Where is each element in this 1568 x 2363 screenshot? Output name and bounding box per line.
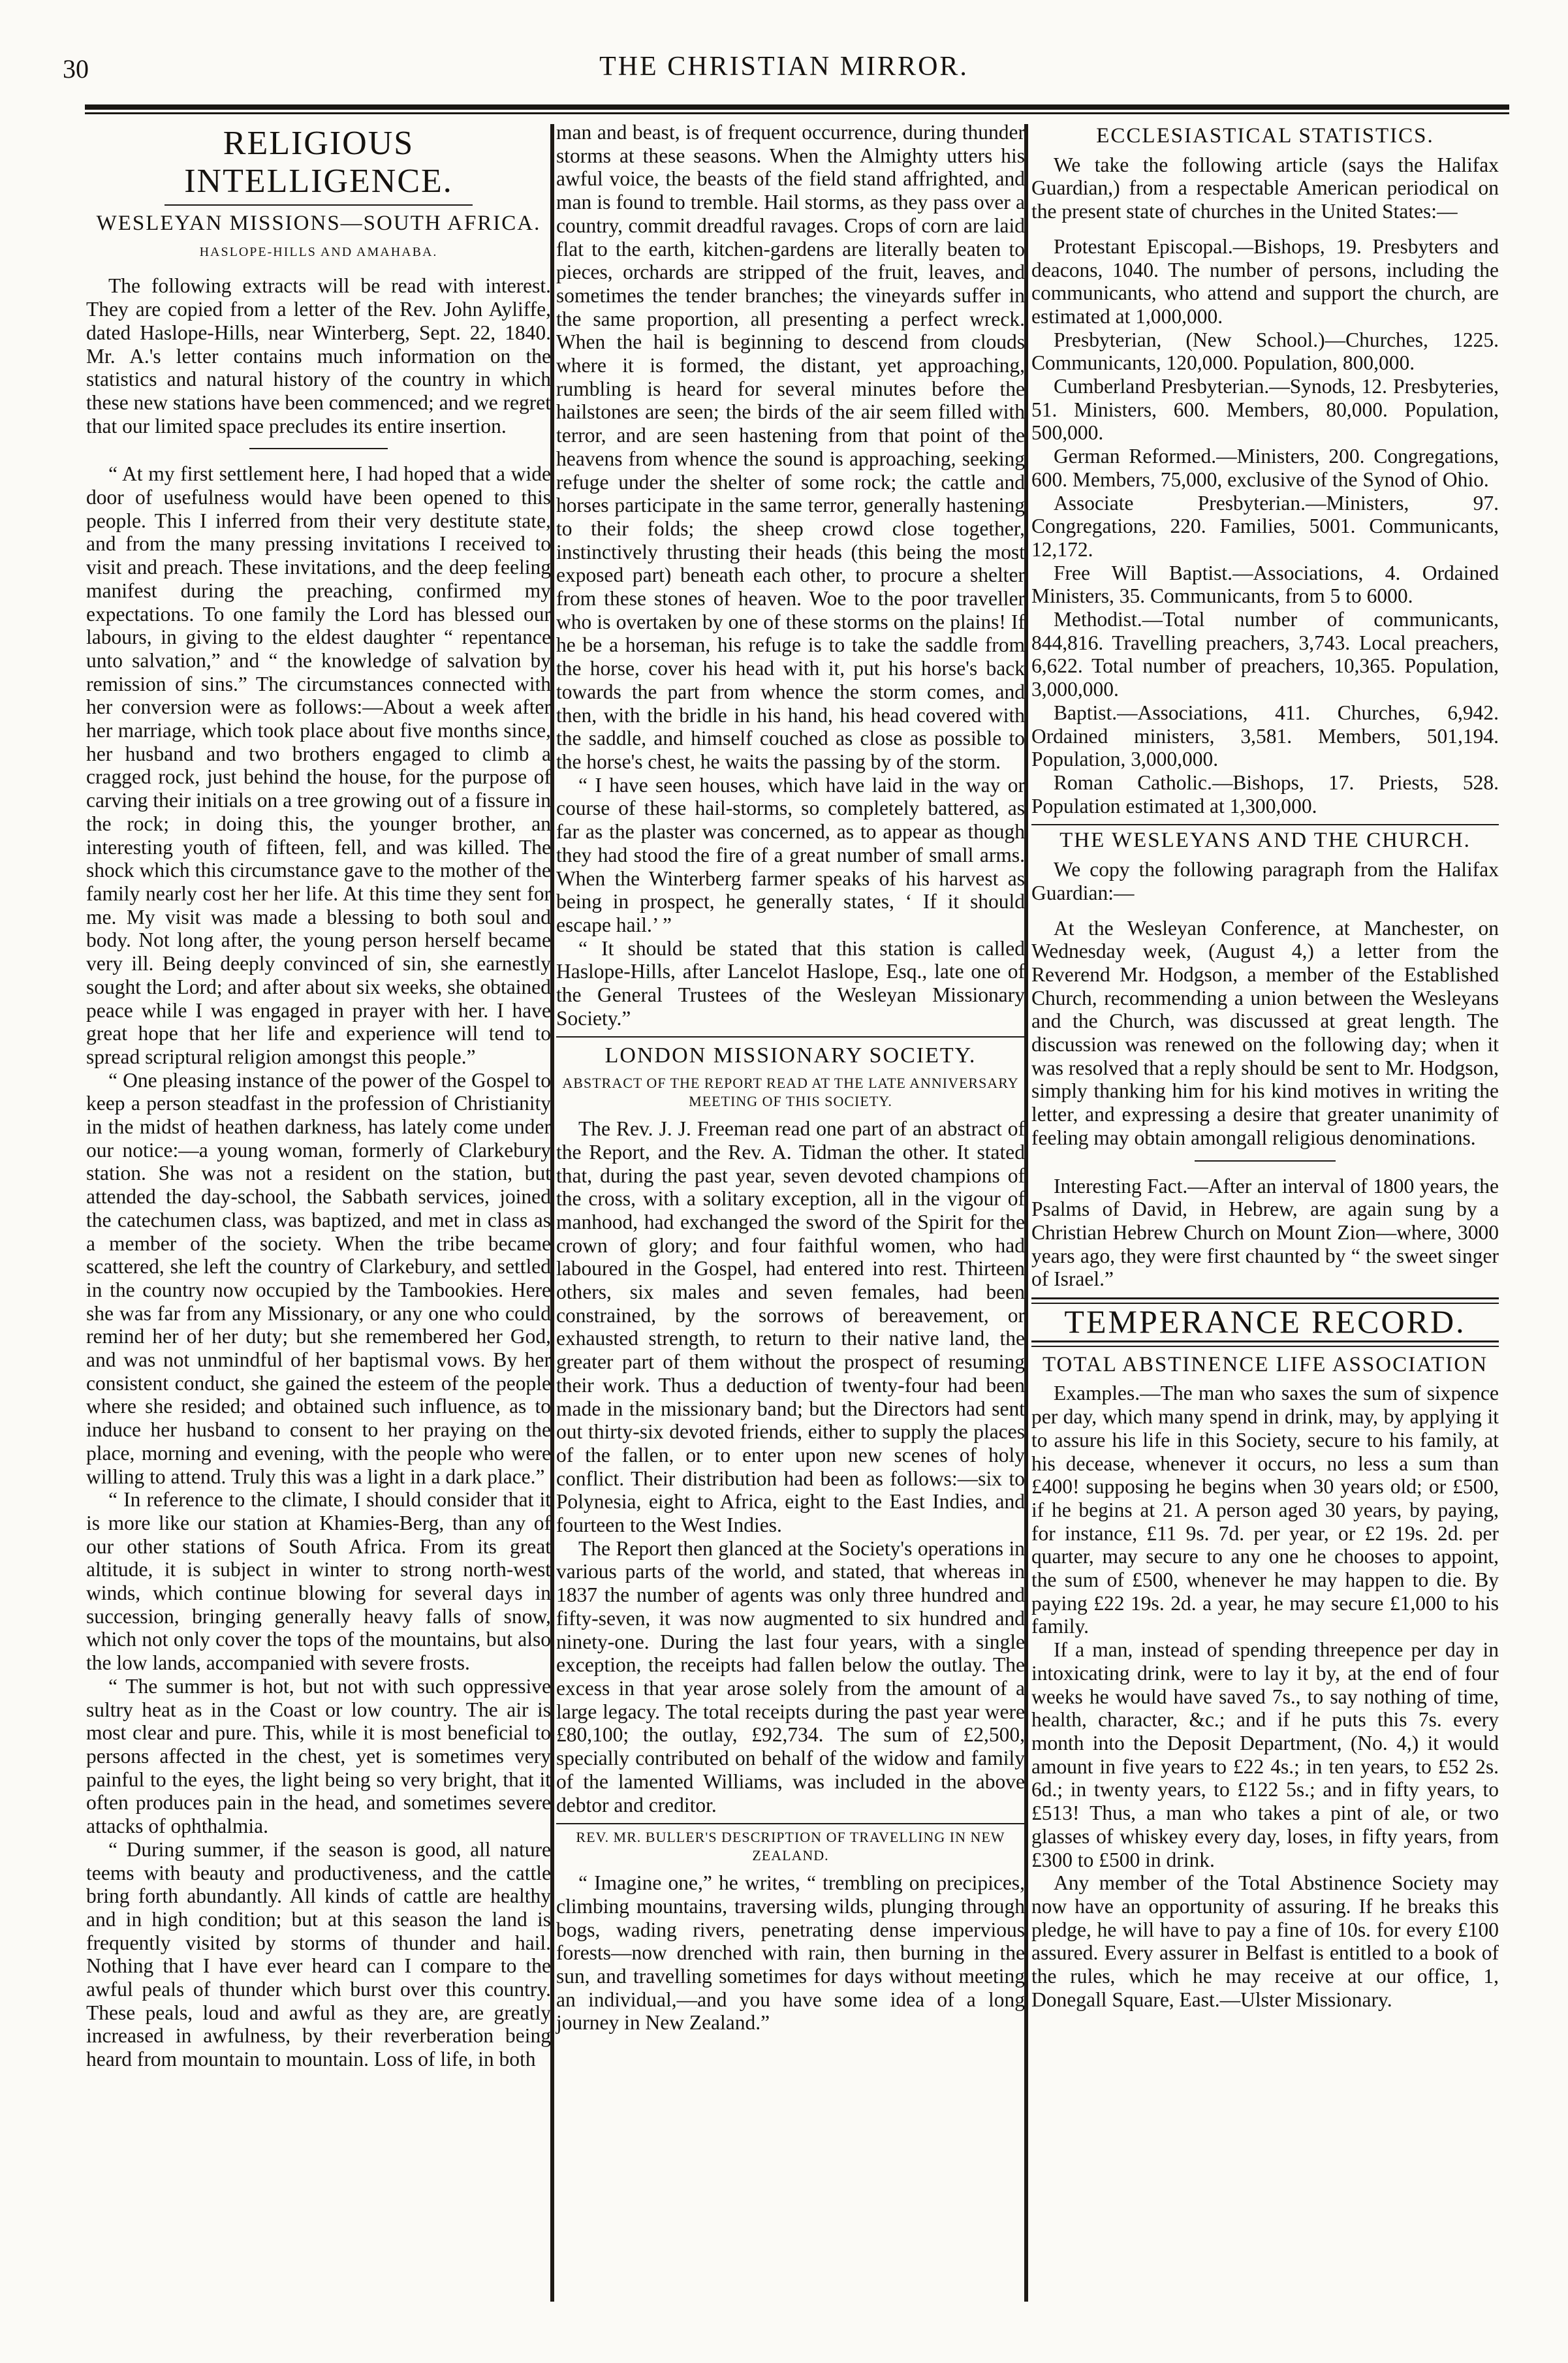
paragraph: Interesting Fact.—After an interval of 1800 years, the Psalms of David, in Hebrew, are again sung by a Christian Hebrew Church on Mount Zion—where, 3000 years ago, they were first chaunted by “ the sweet singer of Israel.” <box>1031 1174 1499 1291</box>
divider <box>1195 1160 1336 1162</box>
divider <box>1031 824 1499 825</box>
paragraph: We copy the following paragraph from the Halifax Guardian:— <box>1031 858 1499 904</box>
paragraph: “ One pleasing instance of the power of the Gospel to keep a person steadfast in the profession of Christianity in the midst of heathen darkness, has lately come under our notice:—a young woman, formerly of Clarkebury station. She was not a resident on the station, but attended the day-school, the Sabbath services, joined the catechumen class, was baptized, and met in class as a member of the society. When the tribe became scattered, she left the country of Clarkebury, and settled in the country now occupied by the Tambookies. Here she was far from any Missionary, or any one who could remind her of her duty; but she remembered her God, and was not unmindful of her baptismal vows. By her consistent conduct, she gained the esteem of the people where she resided; and obtained such influence, as to induce her husband to consent to her praying on the place, morning and evening, with the people who were willing to attend. Truly this was a light in a dark place.” <box>86 1068 551 1488</box>
article-heading: REV. MR. BULLER'S DESCRIPTION OF TRAVELLING IN NEW ZEALAND. <box>576 1829 1005 1864</box>
page-number: 30 <box>63 54 89 84</box>
paragraph: “ I have seen houses, which have laid in the way or course of these hail-storms, so completely battered, as far as the plaster was concerned, as to appear as though they had stood the fire of a great number of small arms. When the Winterberg farmer speaks of his harvest as being in prospect, he generally states, ‘ If it should escape hail.’ ” <box>556 773 1025 936</box>
paragraph: man and beast, is of frequent occurrence, during thunder storms at these seasons. When the Almighty utters his awful voice, the beasts of the field stand affrighted, and man is found to tremble. Hail storms, as they pass over a country, commit dreadful ravages. Crops of corn are laid flat to the earth, kitchen-gardens are literally beaten to pieces, orchards are stripped of the fruit, leaves, and sometimes the tender branches; the vineyards suffer in the same proportion, all presenting a perfect wreck. When the hail is beginning to descend from clouds where it is formed, the distant, yet approaching, rumbling is heard for several minutes before the hailstones are seen; the birds of the air seem filled with terror, and are seen hastening from that point of the heavens from whence the sound is approaching, seeking refuge under the shelter of some rock; the cattle and horses participate in the same terror, generally hastening to their folds; the sheep crowd close together, instinctively thrusting their heads (this being the most exposed part) beneath each other, to procure a shelter from these stones of heaven. Woe to the poor traveller who is overtaken by one of these storms on the plains! If he be a horseman, his refuge is to take the saddle from the horse, cover his head with it, put his horse's back towards the part from whence the storm comes, and then, with the bridle in his hand, his head covered with the saddle, and himself couched as close as possible to the horse's chest, he waits the passing by of the storm. <box>556 121 1025 773</box>
divider <box>556 1823 1025 1824</box>
section-heading: RELIGIOUS INTELLIGENCE. <box>184 125 453 200</box>
divider <box>249 448 388 449</box>
paragraph: “ Imagine one,” he writes, “ trembling on precipices, climbing mountains, traversing wilds, plunging through bogs, wading rivers, penetrating dense impervious forests—now drenched with rain, then burning in the sun, and travelling sometimes for days without meeting an individual,—and you have some idea of a long journey in New Zealand.” <box>556 1871 1025 2035</box>
stat-entry: Associate Presbyterian.—Ministers, 97. Congregations, 220. Families, 5001. Communicants, 12,172. <box>1031 491 1499 561</box>
paragraph: If a man, instead of spending threepence per day in intoxicating drink, were to lay it by, at the end of four weeks he would have saved 7s., to say nothing of time, health, character, &c.; and if he puts this 7s. every month into the Deposit Department, (No. 4,) it would amount in five years to £22 4s.; in ten years, to £52 2s. 6d.; in twenty years, to £122 5s.; and in fifty years, to £513! Thus, a man who takes a pint of ale, or two glasses of whiskey every day, loses, in fifty years, from £300 to £500 in drink. <box>1031 1638 1499 1871</box>
stat-entry: Protestant Episcopal.—Bishops, 19. Presbyters and deacons, 1040. The number of persons, including the communicants, who attend and support the church, are estimated at 1,000,000. <box>1031 234 1499 328</box>
paragraph: At the Wesleyan Conference, at Manchester, on Wednesday week, (August 4,) a letter from the Reverend Mr. Hodgson, a member of the Established Church, recommending a union between the Wesleyans and the Church, was discussed at great length. The discussion was renewed on the following day; when it was resolved that a reply should be sent to Mr. Hodgson, simply thanking him for his kind motives in writing the letter, and expressing a desire that greater unanimity of feeling may obtain amongall religious denominations. <box>1031 916 1499 1149</box>
masthead-title: THE CHRISTIAN MIRROR. <box>599 52 969 82</box>
article-heading: THE WESLEYANS AND THE CHURCH. <box>1059 829 1471 853</box>
paragraph: We take the following article (says the Halifax Guardian,) from a respectable American periodical on the present state of churches in the United States:— <box>1031 153 1499 223</box>
stat-entry: Presbyterian, (New School.)—Churches, 1225. Communicants, 120,000. Population, 800,000. <box>1031 328 1499 375</box>
divider <box>556 1036 1025 1038</box>
column-2 <box>556 121 1025 2035</box>
article-subheading: ABSTRACT OF THE REPORT READ AT THE LATE ANNIVERSARY MEETING OF THIS SOCIETY. <box>562 1075 1019 1110</box>
spacer <box>1031 223 1499 235</box>
section-heading: TEMPERANCE RECORD. <box>1064 1303 1466 1340</box>
paragraph: The Report then glanced at the Society's operations in various parts of the world, and stated, that whereas in 1837 the number of agents was only three hundred and fifty-seven, it was now augmented to six hundred and ninety-one. During the last four years, with a single exception, the receipts had fallen below the outlay. The excess in that year arose solely from the amount of a large legacy. The total receipts during the past year were £80,100; the outlay, £92,734. The sum of £2,500, specially contributed on behalf of the widow and family of the lamented Williams, was included in the above debtor and creditor. <box>556 1536 1025 1816</box>
column-3 <box>1031 121 1499 2011</box>
paragraph: “ It should be stated that this station is called Haslope-Hills, after Lancelot Haslope, Esq., late one of the General Trustees of the Wesleyan Missionary Society.” <box>556 936 1025 1030</box>
stat-entry: German Reformed.—Ministers, 200. Congregations, 600. Members, 75,000, exclusive of the Synod of Ohio. <box>1031 445 1499 491</box>
stat-entry: Methodist.—Total number of communicants, 844,816. Travelling preachers, 3,743. Local preachers, 6,622. Total number of preachers, 10,365. Population, 3,000,000. <box>1031 608 1499 701</box>
article-heading: WESLEYAN MISSIONS—SOUTH AFRICA. <box>96 212 541 235</box>
article-heading: ECCLESIASTICAL STATISTICS. <box>1096 124 1434 148</box>
double-rule <box>1031 1340 1499 1347</box>
article-subheading: HASLOPE-HILLS AND AMAHABA. <box>199 244 438 259</box>
paragraph: Examples.—The man who saxes the sum of sixpence per day, which many spend in drink, may, by applying it to assure his life in this Society, secure to his family, at his decease, whenever it occurs, no less a sum than £400! supposing he begins when 30 years old; or £500, if he begins at 21. A person aged 30 years, by paying, for instance, £11 9s. 7d. per year, or £2 19s. 2d. per quarter, may secure to any one he chooses to appoint, the sum of £500, whenever he may happen to die. By paying £22 19s. 2d. a year, he may secure £1,000 to his family. <box>1031 1382 1499 1638</box>
paragraph: The following extracts will be read with interest. They are copied from a letter of the Rev. John Ayliffe, dated Haslope-Hills, near Winterberg, Sept. 22, 1840. Mr. A.'s letter contains much information on the statistics and natural history of the country in which these new stations have been commenced; and we regret that our limited space precludes its entire insertion. <box>86 274 551 437</box>
masthead-rule-thin <box>85 112 1509 114</box>
stat-entry: Baptist.—Associations, 411. Churches, 6,942. Ordained ministers, 3,581. Members, 501,194. Population, 3,000,000. <box>1031 701 1499 771</box>
stat-entry: Roman Catholic.—Bishops, 17. Priests, 528. Population estimated at 1,300,000. <box>1031 770 1499 817</box>
stat-entry: Cumberland Presbyterian.—Synods, 12. Presbyteries, 51. Ministers, 600. Members, 80,000. Population, 500,000. <box>1031 375 1499 445</box>
paragraph: “ At my first settlement here, I had hoped that a wide door of usefulness would have been opened to this people. This I inferred from their very destitute state, and from the many pressing invitations I received to visit and preach. These invitations, and the deep feeling manifest during the preaching, confirmed my expectations. To one family the Lord has blessed our labours, in giving to the eldest daughter “ repentance unto salvation,” and “ the knowledge of salvation by remission of sins.” The circumstances connected with her conversion were as follows:—About a week after her marriage, which took place about five months since, her husband and two brothers engaged to climb a cragged rock, just behind the house, for the purpose of carving their initials on a tree growing out of a fissure in the rock; in doing this, the younger brother, an interesting youth of fifteen, fell, and was killed. The shock which this circumstance gave to the mother of the family nearly cost her her life. At this time they sent for me. My visit was made a blessing to both soul and body. Not long after, the young person herself became very ill. Being deeply convinced of sin, she earnestly sought the Lord; and after about six weeks, she obtained peace while I was engaged in prayer with her. I have great hope that her life and experience will tend to spread scriptural religion amongst this people.” <box>86 462 551 1068</box>
spacer <box>1031 905 1499 917</box>
paragraph: “ During summer, if the season is good, all nature teems with beauty and productiveness, and the cattle bring forth abundantly. All kinds of cattle are healthy and in high condition; but at this season the land is frequently visited by storms of thunder and hail. Nothing that I have ever heard can I compare to the awful peals of thunder which burst over this country. These peals, loud and awful as they are, are greatly increased in awfulness, by their reverberation being heard from mountain to mountain. Loss of life, in both <box>86 1837 551 2071</box>
stat-entry: Free Will Baptist.—Associations, 4. Ordained Ministers, 35. Communicants, from 5 to 6000. <box>1031 561 1499 608</box>
paragraph: The Rev. J. J. Freeman read one part of an abstract of the Report, and the Rev. A. Tidman the other. It stated that, during the past year, seven devoted champions of the cross, with a solitary exception, all in the vigour of manhood, had exchanged the sword of the Spirit for the crown of glory; and four faithful women, who had laboured in the Gospel, had entered into rest. Thirteen others, six males and seven females, had been constrained, by the sorrows of bereavement, or exhausted strength, to return to their native land, the greater part of them without the prospect of resuming their work. Thus a deduction of twenty-four had been made in the missionary band; but the Directors had sent out thirty-six devoted friends, either to supply the places of the fallen, or to enter upon new scenes of holy conflict. Their distribution had been as follows:—six to Polynesia, eight to Africa, eight to the East Indies, and fourteen to the West Indies. <box>556 1117 1025 1537</box>
column-1 <box>86 121 551 2071</box>
paragraph: “ In reference to the climate, I should consider that it is more like our station at Khamies-Berg, than any of our other stations of South Africa. From its great altitude, it is subject in winter to strong north-west winds, which continue blowing for several days in succession, bringing generally heavy falls of snow, which not only cover the tops of the mountains, but also the low lands, accompanied with severe frosts. <box>86 1488 551 1675</box>
masthead-rule <box>85 104 1509 110</box>
article-heading: TOTAL ABSTINENCE LIFE ASSOCIATION <box>1042 1352 1488 1376</box>
paragraph: “ The summer is hot, but not with such oppressive sultry heat as in the Coast or low country. The air is most clear and pure. This, while it is most beneficial to persons affected in the chest, yet is sometimes very painful to the eyes, the light being so very bright, that it often produces pain in the head, and sometimes severe attacks of ophthalmia. <box>86 1674 551 1838</box>
paragraph: Any member of the Total Abstinence Society may now have an opportunity of assuring. If he breaks this pledge, he will have to pay a fine of 10s. for every £100 assured. Every assurer in Belfast is entitled to a book of the rules, which he may receive at our office, 1, Donegall Square, East.—Ulster Missionary. <box>1031 1871 1499 2011</box>
divider <box>165 204 473 206</box>
article-heading: LONDON MISSIONARY SOCIETY. <box>604 1043 977 1068</box>
